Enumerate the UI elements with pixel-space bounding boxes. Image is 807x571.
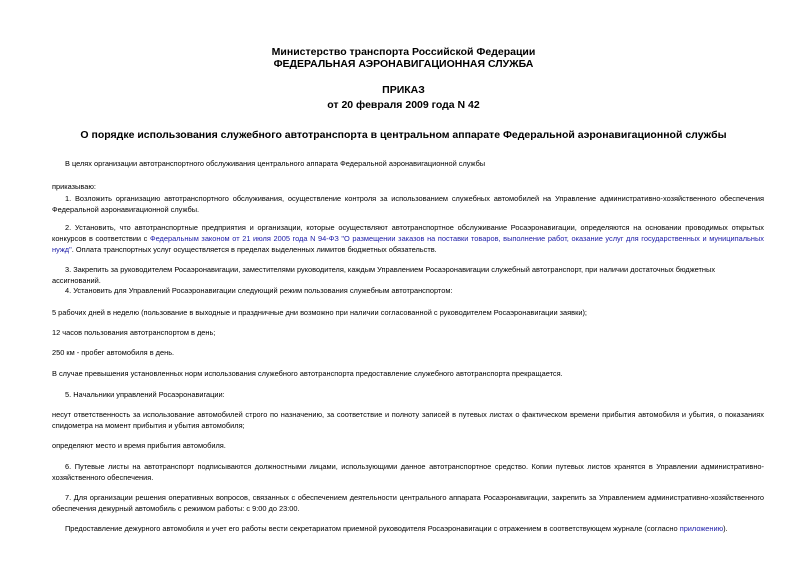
clause-4-item-mileage: 250 км - пробег автомобиля в день. <box>52 348 175 357</box>
appendix-link[interactable]: приложению <box>679 524 724 533</box>
document-title: О порядке использования служебного автотранспорта в центральном аппарате Федеральной аэронавигационной службы <box>80 129 727 141</box>
clause-3: 3. Закрепить за руководителем Росаэронавигации, заместителями руководителя, каждым Управлением Росаэронавигации служебный автотранспорт, при наличии достаточных бюджетных ассигнований. <box>52 265 716 285</box>
clause-6: 6. Путевые листы на автотранспорт подписываются должностными лицами, использующими данное автотранспортное средство. Копии путевых листов хранятся в Управлении административно-хозяйственного обеспечения. <box>52 462 764 482</box>
clause-7: 7. Для организации решения оперативных вопросов, связанных с обеспечением деятельности центрального аппарата Росаэронавигации, закрепить за Управлением административно-хозяйственного обеспечения дежурный автомобиль с режимом работы: с 9:00 до 23:00. <box>52 493 764 513</box>
document-type: ПРИКАЗ <box>382 84 425 96</box>
clause-4-note: В случае превышения установленных норм использования служебного автотранспорта предоставление служебного автотранспорта прекращается. <box>52 369 563 378</box>
federal-law-link[interactable]: Федеральным законом от 21 июля 2005 года N 94-ФЗ "О размещении заказов на поставки товаров, выполнение работ, оказание услуг для государственных и муниципальных нужд" <box>52 234 764 254</box>
duty-car-paragraph <box>52 523 764 534</box>
clause-2-text-start: 2. Установить, что автотранспортные предприятия и организации, которые осуществляют автотранспортное обслуживание Росаэронавигации, определяются на основании проводимых открытых конкурсов в соответствии с <box>52 223 764 243</box>
duty-car-text-end: ). <box>723 524 728 533</box>
preamble: В целях организации автотранспортного обслуживания центрального аппарата Федеральной аэронавигационной службы <box>65 159 486 168</box>
order-word: приказываю: <box>52 182 96 191</box>
clause-5: 5. Начальники управлений Росаэронавигации: <box>65 390 225 399</box>
clause-2-text-end: . Оплата транспортных услуг осуществляется в пределах выделенных лимитов бюджетных обязательств. <box>71 245 437 254</box>
clause-5-item-responsibility: несут ответственность за использование автомобилей строго по назначению, за соответствие и полноту записей в путевых листах о фактическом времени прибытия автомобиля и убытия, о показаниях спидометра на момент прибытия и убытия автомобиля; <box>52 410 764 430</box>
clause-5-item-place-time: определяют место и время прибытия автомобиля. <box>52 441 226 450</box>
ministry-heading: Министерство транспорта Российской Федерации <box>271 46 536 58</box>
agency-heading: ФЕДЕРАЛЬНАЯ АЭРОНАВИГАЦИОННАЯ СЛУЖБА <box>273 58 534 70</box>
clause-4: 4. Установить для Управлений Росаэронавигации следующий режим пользования служебным автотранспортом: <box>65 286 453 295</box>
clause-1: 1. Возложить организацию автотранспортного обслуживания, осуществление контроля за использованием служебных автомобилей на Управление административно-хозяйственного обеспечения Федеральной аэронавигационной службы. <box>52 194 764 214</box>
clause-4-item-workdays: 5 рабочих дней в неделю (пользование в выходные и праздничные дни возможно при наличии согласованной с руководителем Росаэронавигации заявки); <box>52 308 587 317</box>
document-date: от 20 февраля 2009 года N 42 <box>327 99 480 111</box>
duty-car-text-start: Предоставление дежурного автомобиля и учет его работы вести секретариатом приемной руководителя Росаэронавигации с отражением в соответствующем журнале (согласно <box>65 524 680 533</box>
clause-4-item-hours: 12 часов пользования автотранспортом в день; <box>52 328 216 337</box>
clause-2 <box>52 222 764 255</box>
